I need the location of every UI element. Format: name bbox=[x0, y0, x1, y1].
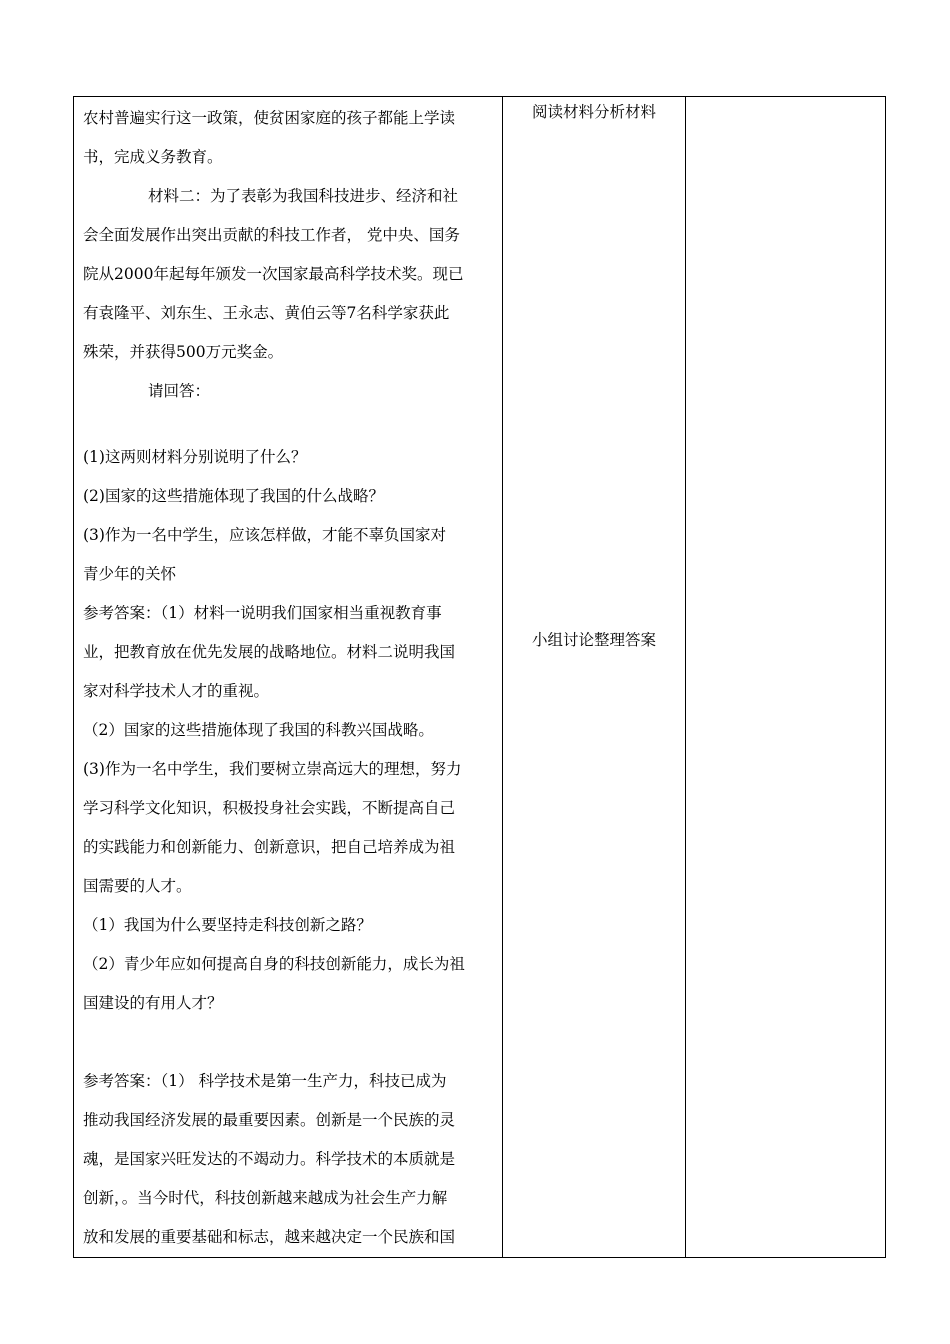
text-line: 有袁隆平、刘东生、王永志、黄伯云等7名科学家获此 bbox=[83, 304, 450, 322]
text-line: (3)作为一名中学生，应该怎样做，才能不辜负国家对 bbox=[83, 526, 446, 544]
text-line: 殊荣，并获得500万元奖金。 bbox=[83, 343, 284, 361]
text-line: (2)国家的这些措施体现了我国的什么战略？ bbox=[83, 487, 384, 505]
spacer bbox=[83, 1023, 494, 1062]
text-line: 院从2000年起每年颁发一次国家最高科学技术奖。现已 bbox=[83, 265, 464, 283]
text-line: 学习科学文化知识，积极投身社会实践，不断提高自己 bbox=[83, 799, 456, 817]
text-line: (1)这两则材料分别说明了什么？ bbox=[83, 448, 307, 466]
activity-read: 阅读材料分析材料 bbox=[531, 103, 656, 121]
text-line: 参考答案：（1）材料一说明我们国家相当重视教育事 bbox=[83, 604, 442, 622]
text-line: （2）国家的这些措施体现了我国的科教兴国战略。 bbox=[83, 721, 434, 739]
text-line: 农村普遍实行这一政策，使贫困家庭的孩子都能上学读 bbox=[83, 109, 456, 127]
text-line: 推动我国经济发展的最重要因素。创新是一个民族的灵 bbox=[83, 1111, 456, 1129]
text-line: 家对科学技术人才的重视。 bbox=[83, 682, 270, 700]
text-line: 魂，是国家兴旺发达的不竭动力。科学技术的本质就是 bbox=[83, 1150, 456, 1168]
text-line: 材料二：为了表彰为我国科技进步、经济和社 bbox=[148, 187, 459, 205]
text-line: 业，把教育放在优先发展的战略地位。材料二说明我国 bbox=[83, 643, 456, 661]
notes-column bbox=[686, 97, 886, 1258]
text-line: （1）我国为什么要坚持走科技创新之路？ bbox=[83, 916, 372, 934]
text-line: 国需要的人才。 bbox=[83, 877, 192, 895]
text-line: 会全面发展作出突出贡献的科技工作者， 党中央、国务 bbox=[83, 226, 460, 244]
content-text bbox=[74, 97, 502, 1257]
content-column bbox=[74, 97, 503, 1258]
spacer bbox=[83, 411, 494, 438]
text-line: 请回答： bbox=[148, 382, 211, 400]
activity-cell bbox=[503, 97, 685, 1257]
text-line: 放和发展的重要基础和标志，越来越决定一个民族和国 bbox=[83, 1228, 456, 1246]
text-line: 青少年的关怀 bbox=[83, 565, 177, 583]
text-line: 的实践能力和创新能力、创新意识，把自己培养成为祖 bbox=[83, 838, 456, 856]
text-line: 创新，。当今时代，科技创新越来越成为社会生产力解 bbox=[83, 1189, 448, 1207]
activity-column bbox=[503, 97, 686, 1258]
text-line: (3)作为一名中学生，我们要树立崇高远大的理想，努力 bbox=[83, 760, 462, 778]
text-line: 书，完成义务教育。 bbox=[83, 148, 223, 166]
text-line: （2）青少年应如何提高自身的科技创新能力，成长为祖 bbox=[83, 955, 465, 973]
activity-discuss: 小组讨论整理答案 bbox=[531, 631, 656, 649]
table-row bbox=[74, 97, 886, 1258]
text-line: 国建设的有用人才？ bbox=[83, 994, 223, 1012]
text-line: 参考答案：（1） 科学技术是第一生产力，科技已成为 bbox=[83, 1072, 447, 1090]
lesson-table bbox=[73, 96, 886, 1258]
